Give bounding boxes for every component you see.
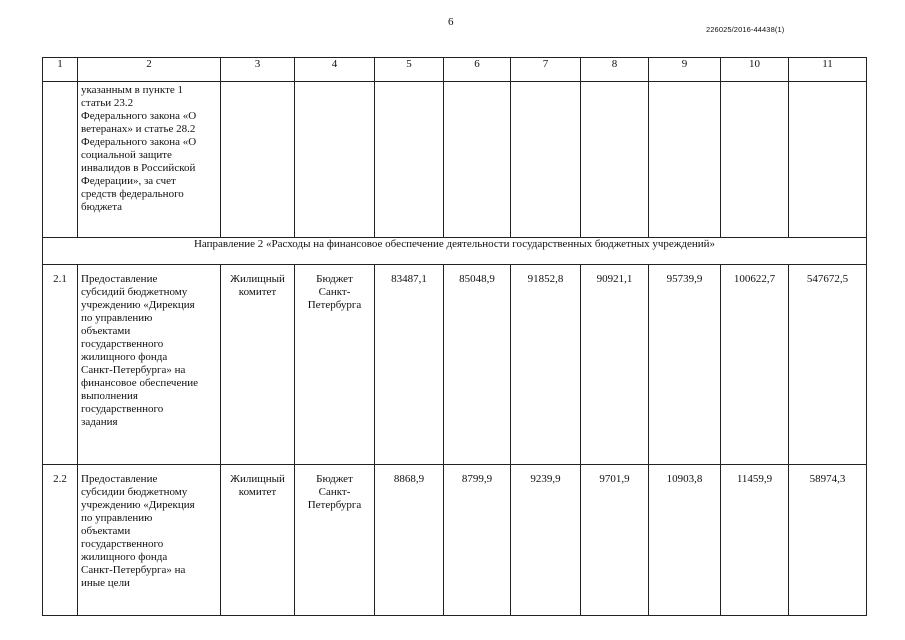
column-header: 11	[789, 58, 867, 82]
column-number-header-row	[43, 58, 867, 82]
table-cell	[789, 82, 867, 238]
value-cell: 8868,9	[375, 465, 444, 616]
column-header: 8	[581, 58, 649, 82]
row-funding-source: Бюджет Санкт- Петербурга	[295, 465, 375, 616]
budget-table	[42, 57, 867, 616]
row-executor: Жилищный комитет	[221, 465, 295, 616]
total-cell: 547672,5	[789, 265, 867, 465]
column-header: 1	[43, 58, 78, 82]
continuation-description: указанным в пункте 1 статьи 23.2 Федерального закона «О ветеранах» и статье 28.2 Федерального закона «О социальной защите инвалидов в Российской Федерации», за счет средств федерального бюджета	[78, 82, 221, 238]
column-header: 3	[221, 58, 295, 82]
column-header: 9	[649, 58, 721, 82]
table-cell	[581, 82, 649, 238]
row-number: 2.2	[43, 465, 78, 616]
page-number: 6	[448, 16, 454, 28]
section-title: Направление 2 «Расходы на финансовое обеспечение деятельности государственных бюджетных учреждений»	[43, 238, 867, 265]
column-header: 7	[511, 58, 581, 82]
column-header: 4	[295, 58, 375, 82]
table-cell	[444, 82, 511, 238]
row-description: Предоставление субсидии бюджетному учреждению «Дирекция по управлению объектами государственного жилищного фонда Санкт-Петербурга» на иные цели	[78, 465, 221, 616]
value-cell: 91852,8	[511, 265, 581, 465]
column-header: 2	[78, 58, 221, 82]
table-cell	[295, 82, 375, 238]
table-cell	[43, 82, 78, 238]
column-header: 5	[375, 58, 444, 82]
table-cell	[221, 82, 295, 238]
value-cell: 100622,7	[721, 265, 789, 465]
value-cell: 10903,8	[649, 465, 721, 616]
value-cell: 90921,1	[581, 265, 649, 465]
value-cell: 9239,9	[511, 465, 581, 616]
value-cell: 11459,9	[721, 465, 789, 616]
table-cell	[511, 82, 581, 238]
value-cell: 85048,9	[444, 265, 511, 465]
value-cell: 8799,9	[444, 465, 511, 616]
row-funding-source: Бюджет Санкт- Петербурга	[295, 265, 375, 465]
table-row	[43, 465, 867, 616]
continuation-row	[43, 82, 867, 238]
value-cell: 9701,9	[581, 465, 649, 616]
value-cell: 83487,1	[375, 265, 444, 465]
section-row	[43, 238, 867, 265]
column-header: 6	[444, 58, 511, 82]
row-number: 2.1	[43, 265, 78, 465]
table-cell	[375, 82, 444, 238]
table-row	[43, 265, 867, 465]
total-cell: 58974,3	[789, 465, 867, 616]
table-cell	[721, 82, 789, 238]
value-cell: 95739,9	[649, 265, 721, 465]
row-description: Предоставление субсидий бюджетному учреждению «Дирекция по управлению объектами государственного жилищного фонда Санкт-Петербурга» на финансовое обеспечение выполнения государственного задания	[78, 265, 221, 465]
table-cell	[649, 82, 721, 238]
document-id: 226025/2016-44438(1)	[706, 25, 785, 34]
column-header: 10	[721, 58, 789, 82]
row-executor: Жилищный комитет	[221, 265, 295, 465]
